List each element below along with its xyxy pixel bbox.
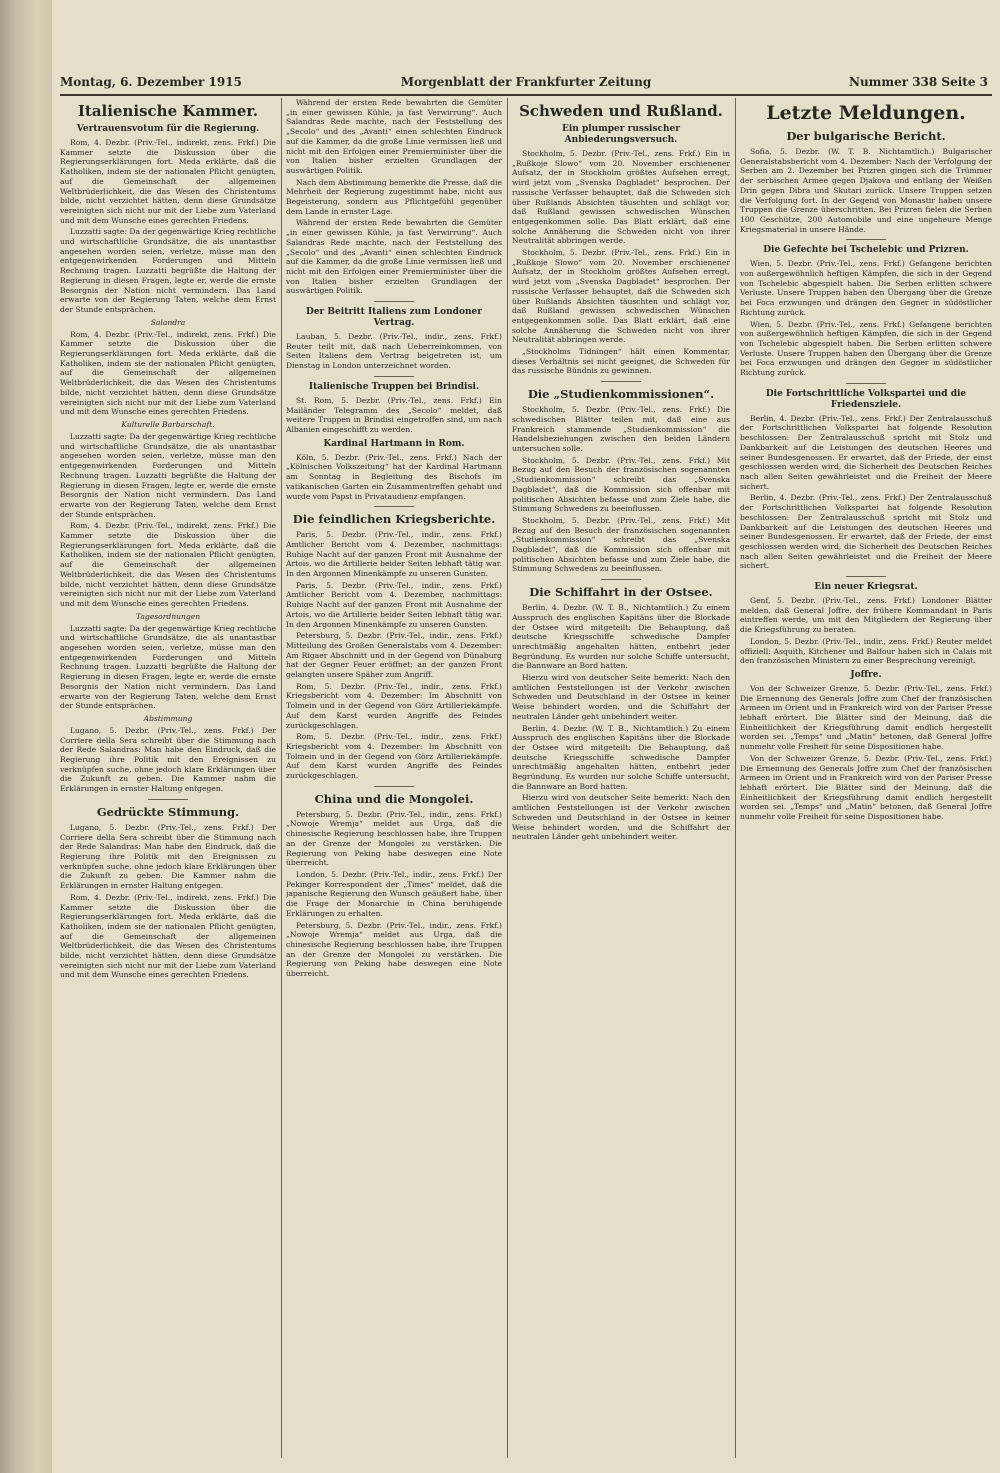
article-paragraph: Genf, 5. Dezbr. (Priv.-Tel., zens. Frkf.) Londoner Blätter melden, daß General Joffre, der frühere Kommandant in Paris eintreffen werde, um mit den Mitgliedern der Regierung über die Kriegsführung zu beraten.: [740, 596, 992, 635]
article-paragraph: Petersburg, 5. Dezbr. (Priv.-Tel., indir., zens. Frkf.) „Nowoje Wremja“ meldet aus Urga, daß die chinesische Regierung beschlossen habe, ihre Truppen an der Grenze der Mongolei zu verstärken. Die Regierung von Peking habe deswegen eine Note überreicht.: [286, 809, 502, 868]
article-paragraph: Paris, 5. Dezbr. (Priv.-Tel., indir., zens. Frkf.) Amtlicher Bericht vom 4. Dezember, nachmittags: Ruhige Nacht auf der ganzen Front mit Ausnahme der Artois, wo die Artillerie beider Seiten lebhaft tätig war. In den Argonnen Minenkämpfe zu unseren Gunsten.: [286, 580, 502, 629]
article-paragraph: Wien, 5. Dezbr. (Priv.-Tel., zens. Frkf.) Gefangene berichten von außergewöhnlich heftigen Kämpfen, die sich in der Gegend von Tschelebic abgespielt haben. Die Serben erlitten schwere Verluste. Unsere Truppen haben den Übergang über die Grenze bei Foca erzwungen und drängen den Gegner in südöstlicher Richtung zurück.: [740, 259, 992, 317]
article-paragraph: Stockholm, 5. Dezbr. (Priv.-Tel., zens. Frkf.) Ein in „Rußkoje Slowo“ vom 20. November erschienener Aufsatz, der in Stockholm größtes Aufsehen erregt, wird jetzt vom „Svenska Dagbladet“ besprochen. Der russische Verfasser behauptet, daß die Schweden sich über Rußlands Absichten täuschten und schlägt vor, daß Rußland gewissen schwedischen Wünschen entgegenkommen solle. Das Blatt erklärt, daß eine solche Annäherung die Schweden nicht von ihrer Neutralität abbringen werde.: [512, 248, 730, 345]
section-vote: Abstimmung: [143, 713, 193, 723]
issue-date: Montag, 6. Dezember 1915: [60, 75, 242, 89]
article-paragraph: Berlin, 4. Dezbr. (Priv.-Tel., zens. Frkf.) Der Zentralausschuß der Fortschrittlichen Volkspartei hat folgende Resolution beschlossen: Der Zentralausschuß spricht mit Stolz und Dankbarkeit auf die Leistungen des deutschen Heeres und seiner Bundesgenossen. Er erwartet, daß der Friede, der einst geschlossen werden wird, die Sicherheit des Deutschen Reiches nach allen Seiten gewährleistet und die Freiheit der Meere sichert.: [740, 413, 992, 491]
article-paragraph: Berlin, 4. Dezbr. (W. T. B., Nichtamtlich.) Zu einem Ausspruch des englischen Kapitäns über die Blockade der Ostsee wird mitgeteilt: Die Behauptung, daß deutsche Kriegsschiffe schwedische Dampfer unrechtmäßig angehalten hätten, entbehrt jeder Begründung. Es wurden nur solche Schiffe untersucht, die Bannware an Bord hatten.: [512, 723, 730, 791]
headline-depressed-mood: Gedrückte Stimmung.: [96, 804, 240, 819]
headline-sweden-russia: Schweden und Rußland.: [519, 102, 723, 120]
article-paragraph: Während der ersten Rede bewahrten die Gemüter „in einer gewissen Kühle, ja fast Verwirrung“. Auch Salandras Rede machte, nach der Feststellung des „Secolo“ und des „Avanti“ einen schlechten Eindruck auf die Kammer, da die große Linie vermissen ließ und nicht mit den Erfolgen einer Premierminister über die von Italien bisher erzielten Grundlagen der auswärtigen Politik.: [286, 218, 502, 296]
article-paragraph: Berlin, 4. Dezbr. (Priv.-Tel., zens. Frkf.) Der Zentralausschuß der Fortschrittlichen Volkspartei hat folgende Resolution beschlossen: Der Zentralausschuß spricht mit Stolz und Dankbarkeit auf die Leistungen des deutschen Heeres und seiner Bundesgenossen. Er erwartet, daß der Friede, der einst geschlossen werden wird, die Sicherheit des Deutschen Reiches nach allen Seiten gewährleistet und die Freiheit der Meere sichert.: [740, 493, 992, 571]
article-paragraph: Stockholm, 5. Dezbr. (Priv.-Tel., zens. Frkf.) Mit Bezug auf den Besuch der französischen sogenannten „Studienkommission“ schreibt das „Svenska Dagbladet“, daß die Kommission sich offenbar mit politischen Absichten befasse und zum Ziele habe, die Stimmung Schwedens zu beeinflussen.: [512, 455, 730, 514]
article-paragraph: Stockholm, 5. Dezbr. (Priv.-Tel., zens. Frkf.) Ein in „Rußkoje Slowo“ vom 20. November erschienener Aufsatz, der in Stockholm größtes Aufsehen erregt, wird jetzt vom „Svenska Dagbladet“ besprochen. Der russische Verfasser behauptet, daß die Schweden sich über Rußlands Absichten täuschten und schlägt vor, daß Rußland gewissen schwedischen Wünschen entgegenkommen solle. Das Blatt erklärt, daß eine solche Annäherung die Schweden nicht von ihrer Neutralität abbringen werde.: [512, 149, 730, 246]
article-paragraph: Petersburg, 5. Dezbr. (Priv.-Tel., indir., zens. Frkf.) Mitteilung des Großen Generalstabs vom 4. Dezember: Am Rigaer Abschnitt und in der Gegend von Dünaburg hat der Gegner Feuer eröffnet; an der ganzen Front gelangten unsere Späher zum Angriff.: [286, 631, 502, 680]
subhead-russian-overture: Ein plumper russischer Anbiederungsversuch.: [561, 124, 681, 145]
headline-latest-news: Letzte Meldungen.: [766, 102, 966, 124]
article-paragraph: Rom, 5. Dezbr. (Priv.-Tel., indir., zens. Frkf.) Kriegsbericht vom 4. Dezember: Im Abschnitt von Tolmein und in der Gegend von Görz Artilleriekämpfe. Auf dem Karst wurden Angriffe des Feindes zurückgeschlagen.: [286, 681, 502, 730]
column-rule: [735, 98, 736, 1458]
column-rule: [281, 98, 282, 1458]
headline-battles-prizren: Die Gefechte bei Tschelebic und Prizren.: [763, 245, 969, 256]
section-culture: Kulturelle Barbarschaft.: [121, 419, 215, 429]
article-paragraph: Paris, 5. Dezbr. (Priv.-Tel., indir., zens. Frkf.) Amtlicher Bericht vom 4. Dezember, nachmittags: Ruhige Nacht auf der ganzen Front mit Ausnahme der Artois, wo die Artillerie beider Seiten lebhaft tätig war. In den Argonnen Minenkämpfe zu unseren Gunsten.: [286, 530, 502, 579]
headline-war-council: Ein neuer Kriegsrat.: [814, 582, 918, 593]
article-paragraph: Von der Schweizer Grenze, 5. Dezbr. (Priv.-Tel., zens. Frkf.) Die Ernennung des Generals Joffre zum Chef der französischen Armeen im Orient und in Frankreich wird von der Pariser Presse lebhaft erörtert. Die Blätter sind der Meinung, daß die Einheitlichkeit der Kriegsführung damit endlich hergestellt worden sei. „Temps“ und „Matin“ betonen, daß General Joffre nunmehr volle Freiheit für seine Dispositionen habe.: [740, 753, 992, 822]
article-paragraph: Stockholm, 5. Dezbr. (Priv.-Tel., zens. Frkf.) Die schwedischen Blätter teilen mit, daß eine aus Frankreich stammende „Studienkommission“ die Handelsbeziehungen zwischen den beiden Ländern untersuchen solle.: [512, 405, 730, 453]
headline-peoples-party: Die Fortschrittliche Volkspartei und die Friedensziele.: [765, 388, 967, 410]
headline-london-treaty: Der Beitritt Italiens zum Londoner Vertrag.: [306, 307, 482, 329]
article-paragraph: London, 5. Dezbr. (Priv.-Tel., indir., zens. Frkf.) Reuter meldet offiziell: Asquith, Kitchener und Balfour haben sich in Calais mit den französischen Ministern zu einer Besprechung vereinigt.: [740, 636, 992, 666]
column-4: [740, 98, 992, 1458]
column-2: [286, 98, 502, 1458]
headline-study-commissions: Die „Studienkommissionen“.: [527, 387, 715, 402]
page-number: Nummer 338 Seite 3: [848, 75, 988, 89]
newspaper-page: [52, 0, 1000, 1473]
article-paragraph: Hierzu wird von deutscher Seite bemerkt: Nach den amtlichen Feststellungen ist der Verkehr zwischen Schweden und Deutschland in der Ostsee in keiner Weise behindert worden, und die Schiffahrt der neutralen Länder geht unbehindert weiter.: [512, 793, 730, 842]
article-paragraph: Luzzatti sagte: Da der gegenwärtige Krieg rechtliche und wirtschaftliche Grundsätze, die als unantastbar angesehen worden seien, verletze, müsse man den entgegenwirkenden Forderungen und Mitteln Rechnung tragen. Luzzatti begrüßte die Haltung der Regierung in diesen Fragen, legte er, werde die ernste Besorgnis der Nation nicht vermindern. Das Land erwarte von der Regierung Taten, welche dem Ernst der Stunde entsprächen.: [60, 227, 276, 314]
article-paragraph: Luzzatti sagte: Da der gegenwärtige Krieg rechtliche und wirtschaftliche Grundsätze, die als unantastbar angesehen worden seien, verletze, müsse man den entgegenwirkenden Forderungen und Mitteln Rechnung tragen. Luzzatti begrüßte die Haltung der Regierung in diesen Fragen, legte er, werde die ernste Besorgnis der Nation nicht vermindern. Das Land erwarte von der Regierung Taten, welche dem Ernst der Stunde entsprächen.: [60, 431, 276, 519]
column-1: [60, 98, 276, 1458]
section-agenda: Tagesordnungen: [135, 611, 201, 621]
headline-joffre: Joffre.: [850, 669, 882, 680]
headline-china-mongolia: China und die Mongolei.: [314, 791, 474, 806]
headline-enemy-reports: Die feindlichen Kriegsberichte.: [292, 512, 496, 527]
article-paragraph: Rom, 4. Dezbr. (Priv.-Tel., indirekt, zens. Frkf.) Die Kammer setzte die Diskussion über die Regierungserklärungen fort. Meda erklärte, daß die Katholiken, indem sie der nationalen Pflicht genügten, auf die Gemeinschaft der allgemeinen Weltbrüderlichkeit, die das Wesen des Christentums bilde, nicht verzichtet hätten, denn diese Grundsätze vereinigten sich nicht nur mit der Liebe zum Vaterland und mit dem Wunsche eines gerechten Friedens.: [60, 521, 276, 608]
masthead: [60, 72, 992, 96]
article-paragraph: Hierzu wird von deutscher Seite bemerkt: Nach den amtlichen Feststellungen ist der Verkehr zwischen Schweden und Deutschland in der Ostsee in keiner Weise behindert worden, und die Schiffahrt der neutralen Länder geht unbehindert weiter.: [512, 673, 730, 721]
subhead-bulgarian-report: Der bulgarische Bericht.: [786, 129, 946, 143]
headline-brindisi: Italienische Truppen bei Brindisi.: [308, 381, 480, 392]
column-3: [512, 98, 730, 1458]
headline-cardinal: Kardinal Hartmann in Rom.: [323, 438, 465, 449]
article-paragraph: Petersburg, 5. Dezbr. (Priv.-Tel., indir., zens. Frkf.) „Nowoje Wremja“ meldet aus Urga, daß die chinesische Regierung beschlossen habe, ihre Truppen an der Grenze der Mongolei zu verstärken. Die Regierung von Peking habe deswegen eine Note überreicht.: [286, 920, 502, 979]
article-paragraph: Lugano, 5. Dezbr. (Priv.-Tel., zens. Frkf.) Der Corriere della Sera schreibt über die Stimmung nach der Rede Salandras: Man habe den Eindruck, daß die Regierung ihre Politik mit den Ereignissen zu verknüpfen suche, ohne jedoch klare Erklärungen über die Zukunft zu geben. Die Kammer nahm die Erklärungen in ernster Haltung entgegen.: [60, 822, 276, 891]
article-paragraph: Rom, 4. Dezbr. (Priv.-Tel., indirekt, zens. Frkf.) Die Kammer setzte die Diskussion über die Regierungserklärungen fort. Meda erklärte, daß die Katholiken, indem sie der nationalen Pflicht genügten, auf die Gemeinschaft der allgemeinen Weltbrüderlichkeit, die das Wesen des Christentums bilde, nicht verzichtet hätten, denn diese Grundsätze vereinigten sich nicht nur mit der Liebe zum Vaterland und mit dem Wunsche eines gerechten Friedens.: [60, 892, 276, 980]
headline-baltic-shipping: Die Schiffahrt in der Ostsee.: [529, 585, 713, 600]
article-paragraph: Rom, 5. Dezbr. (Priv.-Tel., indir., zens. Frkf.) Kriegsbericht vom 4. Dezember: Im Abschnitt von Tolmein und in der Gegend von Görz Artilleriekämpfe. Auf dem Karst wurden Angriffe des Feindes zurückgeschlagen.: [286, 732, 502, 781]
section-salandra: Salandra: [150, 317, 186, 327]
headline-italian-chamber: Italienische Kammer.: [77, 102, 259, 120]
article-paragraph: Berlin, 4. Dezbr. (W. T. B., Nichtamtlich.) Zu einem Ausspruch des englischen Kapitäns über die Blockade der Ostsee wird mitgeteilt: Die Behauptung, daß deutsche Kriegsschiffe schwedische Dampfer unrechtmäßig angehalten hätten, entbehrt jeder Begründung. Es wurden nur solche Schiffe untersucht, die Bannware an Bord hatten.: [512, 603, 730, 671]
paper-name: Morgenblatt der Frankfurter Zeitung: [400, 75, 652, 89]
subhead-confidence-vote: Vertrauensvotum für die Regierung.: [76, 124, 260, 134]
article-paragraph: Während der ersten Rede bewahrten die Gemüter „in einer gewissen Kühle, ja fast Verwirrung“. Auch Salandras Rede machte, nach der Feststellung des „Secolo“ und des „Avanti“ einen schlechten Eindruck auf die Kammer, da die große Linie vermissen ließ und nicht mit den Erfolgen einer Premierminister über die von Italien bisher erzielten Grundlagen der auswärtigen Politik.: [286, 98, 502, 175]
column-rule: [507, 98, 508, 1458]
article-paragraph: Rom, 4. Dezbr. (Priv.-Tel., indirekt, zens. Frkf.) Die Kammer setzte die Diskussion über die Regierungserklärungen fort. Meda erklärte, daß die Katholiken, indem sie der nationalen Pflicht genügten, auf die Gemeinschaft der allgemeinen Weltbrüderlichkeit, die das Wesen des Christentums bilde, nicht verzichtet hätten, denn diese Grundsätze vereinigten sich nicht nur mit der Liebe zum Vaterland und mit dem Wunsche eines gerechten Friedens.: [60, 138, 276, 225]
article-paragraph: Lauban, 5. Dezbr. (Priv.-Tel., indir., zens. Frkf.) Reuter teilt mit, daß nach Ueberreinkommen, von Seiten Italiens dem Vertrag beigetreten ist, um Dienstag in London unterzeichnet worden.: [286, 332, 502, 371]
article-paragraph: Rom, 4. Dezbr. (Priv.-Tel., indirekt, zens. Frkf.) Die Kammer setzte die Diskussion über die Regierungserklärungen fort. Meda erklärte, daß die Katholiken, indem sie der nationalen Pflicht genügten, auf die Gemeinschaft der allgemeinen Weltbrüderlichkeit, die das Wesen des Christentums bilde, nicht verzichtet hätten, denn diese Grundsätze vereinigten sich nicht nur mit der Liebe zum Vaterland und mit dem Wunsche eines gerechten Friedens.: [60, 329, 276, 417]
article-paragraph: „Stockholms Tidningen“ hält einen Kommentar, dieses Verhältnis sei nicht geeignet, die Schweden für das russische Bündnis zu gewinnen.: [512, 347, 730, 376]
article-paragraph: Köln, 5. Dezbr. (Priv.-Tel., zens. Frkf.) Nach der „Kölnischen Volkszeitung“ hat der Kardinal Hartmann am Sonntag in Begleitung des Bischofs im vatikanischen Garten ein Zusammentreffen gehabt und wurde vom Papst in Privataudienz empfangen.: [286, 452, 502, 501]
article-paragraph: Lugano, 5. Dezbr. (Priv.-Tel., zens. Frkf.) Der Corriere della Sera schreibt über die Stimmung nach der Rede Salandras: Man habe den Eindruck, daß die Regierung ihre Politik mit den Ereignissen zu verknüpfen suche, ohne jedoch klare Erklärungen über die Zukunft zu geben. Die Kammer nahm die Erklärungen in ernster Haltung entgegen.: [60, 725, 276, 794]
article-paragraph: Sofia, 5. Dezbr. (W. T. B. Nichtamtlich.) Bulgarischer Generalstabsbericht vom 4. Dezember: Nach der Verfolgung der Serben am 2. Dezember bei Prizren gingen sich die Trümmer der serbischen Armee gegen Djakova und entlang der Weißen Drin gegen Dibra und Skutari zurück. Unsere Truppen setzen die Verfolgung fort. In der Gegend von Monastir haben unsere Truppen die Grenze überschritten. Bei Prizren fielen die Serben 100 Geschütze, 200 Automobile und eine ungeheure Menge Kriegsmaterial in unsere Hände.: [740, 147, 992, 234]
article-paragraph: Stockholm, 5. Dezbr. (Priv.-Tel., zens. Frkf.) Mit Bezug auf den Besuch der französischen sogenannten „Studienkommission“ schreibt das „Svenska Dagbladet“, daß die Kommission sich offenbar mit politischen Absichten befasse und zum Ziele habe, die Stimmung Schwedens zu beeinflussen.: [512, 515, 730, 574]
article-paragraph: London, 5. Dezbr. (Priv.-Tel., indir., zens. Frkf.) Der Pekinger Korrespondent der „Times“ meldet, daß die japanische Regierung den Wunsch geäußert habe, über die Frage der Monarchie in China beruhigende Erklärungen zu erhalten.: [286, 870, 502, 918]
page-gutter: [0, 0, 53, 1473]
article-paragraph: St. Rom, 5. Dezbr. (Priv.-Tel., zens. Frkf.) Ein Mailänder Telegramm des „Secolo“ meldet, daß weitere Truppen in Brindisi eingetroffen sind, um nach Albanien eingeschifft zu werden.: [286, 395, 502, 434]
article-paragraph: Von der Schweizer Grenze, 5. Dezbr. (Priv.-Tel., zens. Frkf.) Die Ernennung des Generals Joffre zum Chef der französischen Armeen im Orient und in Frankreich wird von der Pariser Presse lebhaft erörtert. Die Blätter sind der Meinung, daß die Einheitlichkeit der Kriegsführung damit endlich hergestellt worden sei. „Temps“ und „Matin“ betonen, daß General Joffre nunmehr volle Freiheit für seine Dispositionen habe.: [740, 683, 992, 752]
article-paragraph: Nach dem Abstimmung bemerkte die Presse, daß die Mehrheit der Regierung zugestimmt habe, nicht aus Begeisterung, sondern aus Pflichtgefühl gegenüber dem Lande in ernster Lage.: [286, 177, 502, 216]
article-paragraph: Wien, 5. Dezbr. (Priv.-Tel., zens. Frkf.) Gefangene berichten von außergewöhnlich heftigen Kämpfen, die sich in der Gegend von Tschelebic abgespielt haben. Die Serben erlitten schwere Verluste. Unsere Truppen haben den Übergang über die Grenze bei Foca erzwungen und drängen den Gegner in südöstlicher Richtung zurück.: [740, 319, 992, 378]
article-paragraph: Luzzatti sagte: Da der gegenwärtige Krieg rechtliche und wirtschaftliche Grundsätze, die als unantastbar angesehen worden seien, verletze, müsse man den entgegenwirkenden Forderungen und Mitteln Rechnung tragen. Luzzatti begrüßte die Haltung der Regierung in diesen Fragen, legte er, werde die ernste Besorgnis der Nation nicht vermindern. Das Land erwarte von der Regierung Taten, welche dem Ernst der Stunde entsprächen.: [60, 623, 276, 711]
